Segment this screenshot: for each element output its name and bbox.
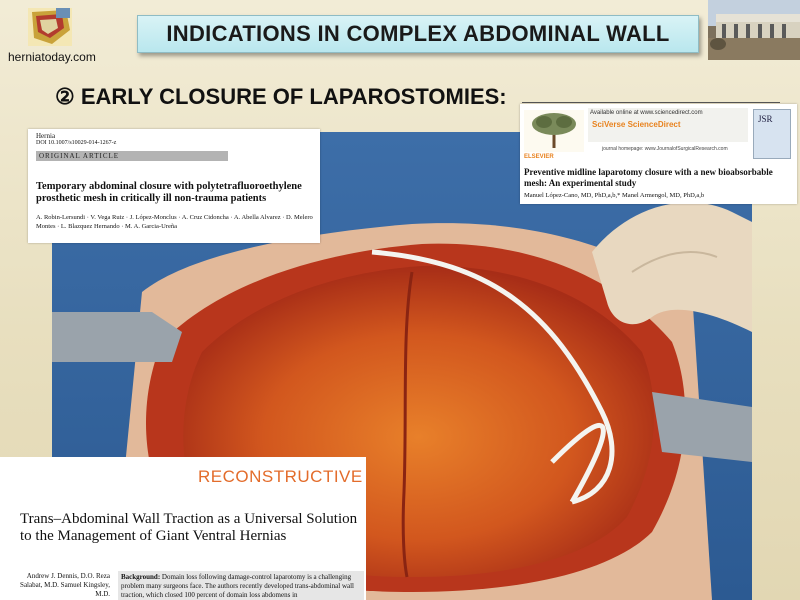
logo-text: herniatoday.com — [8, 50, 96, 64]
article-clip-robin-lersundi — [28, 129, 320, 243]
logo-graphic — [26, 4, 76, 48]
abstract-label: Background: — [121, 573, 161, 581]
section-label: ORIGINAL ARTICLE — [39, 152, 120, 160]
herniatoday-logo — [8, 4, 100, 64]
availability-text: Available online at www.sciencedirect.com — [590, 110, 703, 116]
hospital-photo — [708, 0, 800, 60]
slide-title: INDICATIONS IN COMPLEX ABDOMINAL WALL — [166, 21, 670, 46]
journal-homepage: journal homepage: www.JournalofSurgicalResearch.com — [602, 146, 728, 152]
jsr-cover — [753, 109, 791, 159]
article-authors: Manuel López-Cano, MD, PhD,a,b,* Manel Armengol, MD, PhD,a,b — [524, 192, 705, 199]
abstract-text: Domain loss following damage-control laparotomy is a challenging problem many surgeons face. The authors recently developed trans-abdominal wall traction, which closed 100 percent of domain loss abdomens in — [121, 573, 354, 599]
article-abstract — [118, 571, 364, 600]
article-authors: A. Robin-Lersundi · V. Vega Ruiz · J. López-Monclus · A. Cruz Cidoncha · A. Abella Alvarez · D. Melero Montes · L. Blazquez Hernando · M. A. Garcia-Ureña — [36, 214, 313, 230]
article-title: Preventive midline laparotomy closure with a new bioabsorbable mesh: An experimental study — [524, 167, 773, 188]
article-clip-lopez-cano — [520, 104, 797, 204]
article-title: Temporary abdominal closure with polytetrafluoroethylene prosthetic mesh in critically ill non-trauma patients — [36, 181, 302, 204]
subtitle: ② EARLY CLOSURE OF LAPAROSTOMIES: — [55, 84, 507, 109]
article-authors: Andrew J. Dennis, D.O. Reza Salabat, M.D. Samuel Kingsley, M.D. — [20, 572, 110, 598]
sciverse-label: SciVerse ScienceDirect — [592, 120, 681, 129]
publisher-name: ELSEVIER — [524, 154, 554, 160]
article-clip-dennis — [0, 457, 366, 600]
article-doi: DOI 10.1007/s10029-014-1267-z — [36, 140, 117, 146]
category-label: RECONSTRUCTIVE — [198, 467, 363, 486]
title-banner — [137, 15, 699, 53]
jsr-logo: JSR — [758, 114, 773, 124]
journal-name: Hernia — [36, 132, 56, 140]
article-title: Trans–Abdominal Wall Traction as a Universal Solution to the Management of Giant Ventral Hernias — [20, 511, 358, 544]
elsevier-tree-icon — [524, 110, 584, 152]
subtitle-underline — [522, 102, 780, 103]
